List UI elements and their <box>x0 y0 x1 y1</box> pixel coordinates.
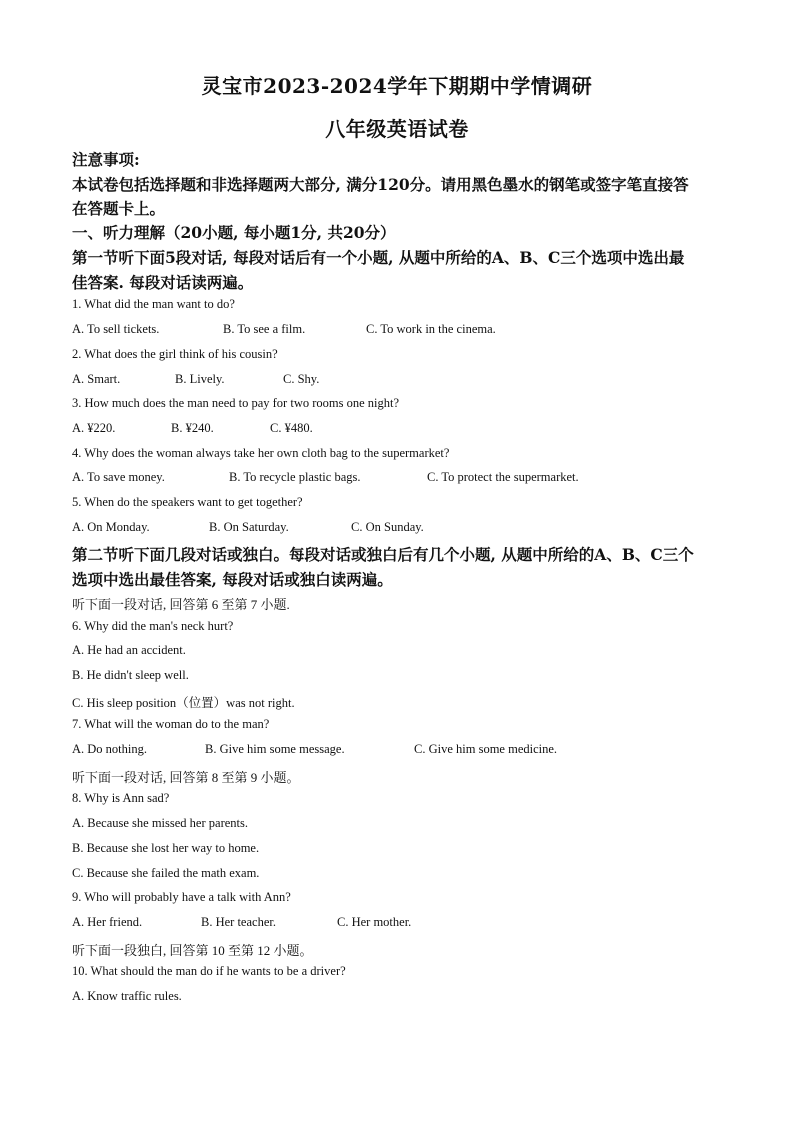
question-4-option-a: A. To save money. <box>72 470 165 484</box>
question-5-stem: 5. When do the speakers want to get together? <box>72 495 303 509</box>
question-1-option-c: C. To work in the cinema. <box>366 322 496 336</box>
question-8-option-c: C. Because she failed the math exam. <box>72 866 260 880</box>
question-5-option-a: A. On Monday. <box>72 520 150 534</box>
question-6-option-b: B. He didn't sleep well. <box>72 668 189 682</box>
question-10-stem: 10. What should the man do if he wants to be a driver? <box>72 964 346 978</box>
monologue-intro: 听下面一段独白, 回答第 10 至第 12 小题。 <box>72 943 313 958</box>
question-9-option-a: A. Her friend. <box>72 915 143 929</box>
question-3-option-a: A. ¥220. <box>72 421 116 435</box>
question-3-stem: 3. How much does the man need to pay for two rooms one night? <box>72 396 400 410</box>
question-1-option-b: B. To see a film. <box>223 322 306 336</box>
part-1-instructions-1: 第一节听下面5段对话, 每段对话后有一个小题, 从题中所给的A、B、C三个选项中选出最 <box>72 248 685 267</box>
question-8-option-a: A. Because she missed her parents. <box>72 816 248 830</box>
part-1-instructions-2: 佳答案. 每段对话读两遍。 <box>72 273 254 292</box>
question-1-option-a: A. To sell tickets. <box>72 322 160 336</box>
question-8-stem: 8. Why is Ann sad? <box>72 791 170 805</box>
question-2-stem: 2. What does the girl think of his cousin? <box>72 347 278 361</box>
exam-subtitle: 八年级英语试卷 <box>325 117 469 141</box>
question-7-option-b: B. Give him some message. <box>205 742 345 756</box>
question-7-option-a: A. Do nothing. <box>72 742 147 756</box>
question-4-stem: 4. Why does the woman always take her own cloth bag to the supermarket? <box>72 446 450 460</box>
part-2-instructions-2: 选项中选出最佳答案, 每段对话或独白读两遍。 <box>72 570 393 589</box>
section-1-title: 一、听力理解（20小题, 每小题1分, 共20分） <box>72 223 396 242</box>
question-6-option-c: C. His sleep position（位置）was not right. <box>72 696 295 710</box>
question-2-option-b: B. Lively. <box>175 372 225 386</box>
question-5-option-b: B. On Saturday. <box>209 520 289 534</box>
notes-line-2: 在答题卡上。 <box>72 199 166 218</box>
question-7-stem: 7. What will the woman do to the man? <box>72 717 270 731</box>
question-6-stem: 6. Why did the man's neck hurt? <box>72 619 234 633</box>
question-9-stem: 9. Who will probably have a talk with Ann? <box>72 890 291 904</box>
question-4-option-c: C. To protect the supermarket. <box>427 470 579 484</box>
dialog-1-intro: 听下面一段对话, 回答第 6 至第 7 小题. <box>72 597 290 612</box>
question-5-option-c: C. On Sunday. <box>351 520 424 534</box>
exam-title: 灵宝市2023-2024学年下期期中学情调研 <box>201 74 593 98</box>
dialog-2-intro: 听下面一段对话, 回答第 8 至第 9 小题。 <box>72 770 300 785</box>
notes-heading: 注意事项: <box>72 150 140 169</box>
notes-line-1: 本试卷包括选择题和非选择题两大部分, 满分120分。请用黑色墨水的钢笔或签字笔直接答 <box>72 175 689 194</box>
part-2-instructions-1: 第二节听下面几段对话或独白。每段对话或独白后有几个小题, 从题中所给的A、B、C三个 <box>72 545 694 564</box>
question-2-option-a: A. Smart. <box>72 372 121 386</box>
question-3-option-c: C. ¥480. <box>270 421 313 435</box>
question-3-option-b: B. ¥240. <box>171 421 214 435</box>
question-10-option-a: A. Know traffic rules. <box>72 989 182 1003</box>
question-9-option-b: B. Her teacher. <box>201 915 276 929</box>
question-1-stem: 1. What did the man want to do? <box>72 297 235 311</box>
question-6-option-a: A. He had an accident. <box>72 643 186 657</box>
question-8-option-b: B. Because she lost her way to home. <box>72 841 260 855</box>
question-9-option-c: C. Her mother. <box>337 915 412 929</box>
question-2-option-c: C. Shy. <box>283 372 320 386</box>
question-4-option-b: B. To recycle plastic bags. <box>229 470 361 484</box>
question-7-option-c: C. Give him some medicine. <box>414 742 558 756</box>
